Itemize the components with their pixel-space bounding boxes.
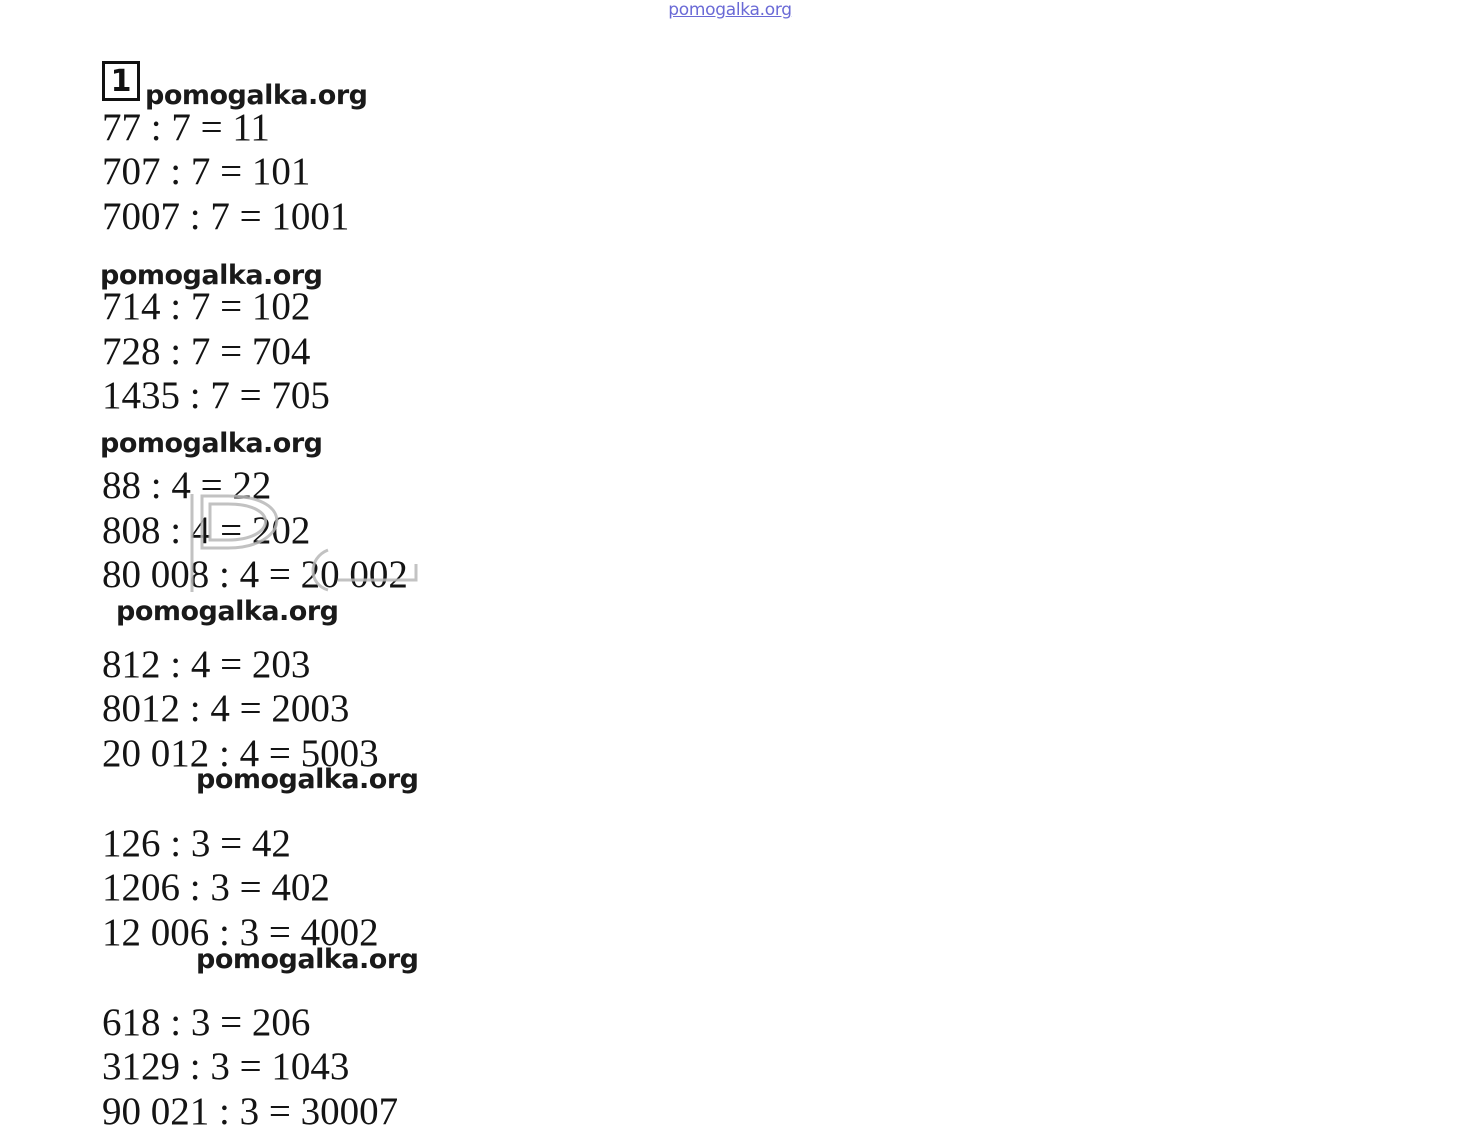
equation-line: 1206 : 3 = 402 bbox=[102, 866, 330, 909]
equation-line: 707 : 7 = 101 bbox=[102, 150, 311, 193]
equation-line: 80 008 : 4 = 20 002 bbox=[102, 553, 408, 596]
site-label: pomogalka.org bbox=[145, 80, 368, 111]
site-label: pomogalka.org bbox=[100, 260, 323, 291]
equation-line: 3129 : 3 = 1043 bbox=[102, 1045, 350, 1088]
equation-line: 714 : 7 = 102 bbox=[102, 285, 311, 328]
equation-line: 7007 : 7 = 1001 bbox=[102, 195, 350, 238]
equation-line: 90 021 : 3 = 30007 bbox=[102, 1090, 399, 1133]
equation-line: 8012 : 4 = 2003 bbox=[102, 687, 350, 730]
site-label: pomogalka.org bbox=[116, 596, 339, 627]
equation-line: 12 006 : 3 = 4002 bbox=[102, 911, 379, 954]
equation-line: 20 012 : 4 = 5003 bbox=[102, 732, 379, 775]
top-watermark-link[interactable]: pomogalka.org bbox=[668, 0, 792, 20]
equation-line: 1435 : 7 = 705 bbox=[102, 374, 330, 417]
equation-line: 77 : 7 = 11 bbox=[102, 106, 270, 149]
equation-line: 728 : 7 = 704 bbox=[102, 330, 311, 373]
equation-line: 812 : 4 = 203 bbox=[102, 643, 311, 686]
equation-line: 126 : 3 = 42 bbox=[102, 822, 291, 865]
equation-line: 808 : 4 = 202 bbox=[102, 509, 311, 552]
task-number-box: 1 bbox=[102, 61, 140, 101]
equation-line: 618 : 3 = 206 bbox=[102, 1001, 311, 1044]
site-label: pomogalka.org bbox=[196, 764, 419, 795]
equation-line: 88 : 4 = 22 bbox=[102, 464, 272, 507]
site-label: pomogalka.org bbox=[196, 944, 419, 975]
site-label: pomogalka.org bbox=[100, 428, 323, 459]
